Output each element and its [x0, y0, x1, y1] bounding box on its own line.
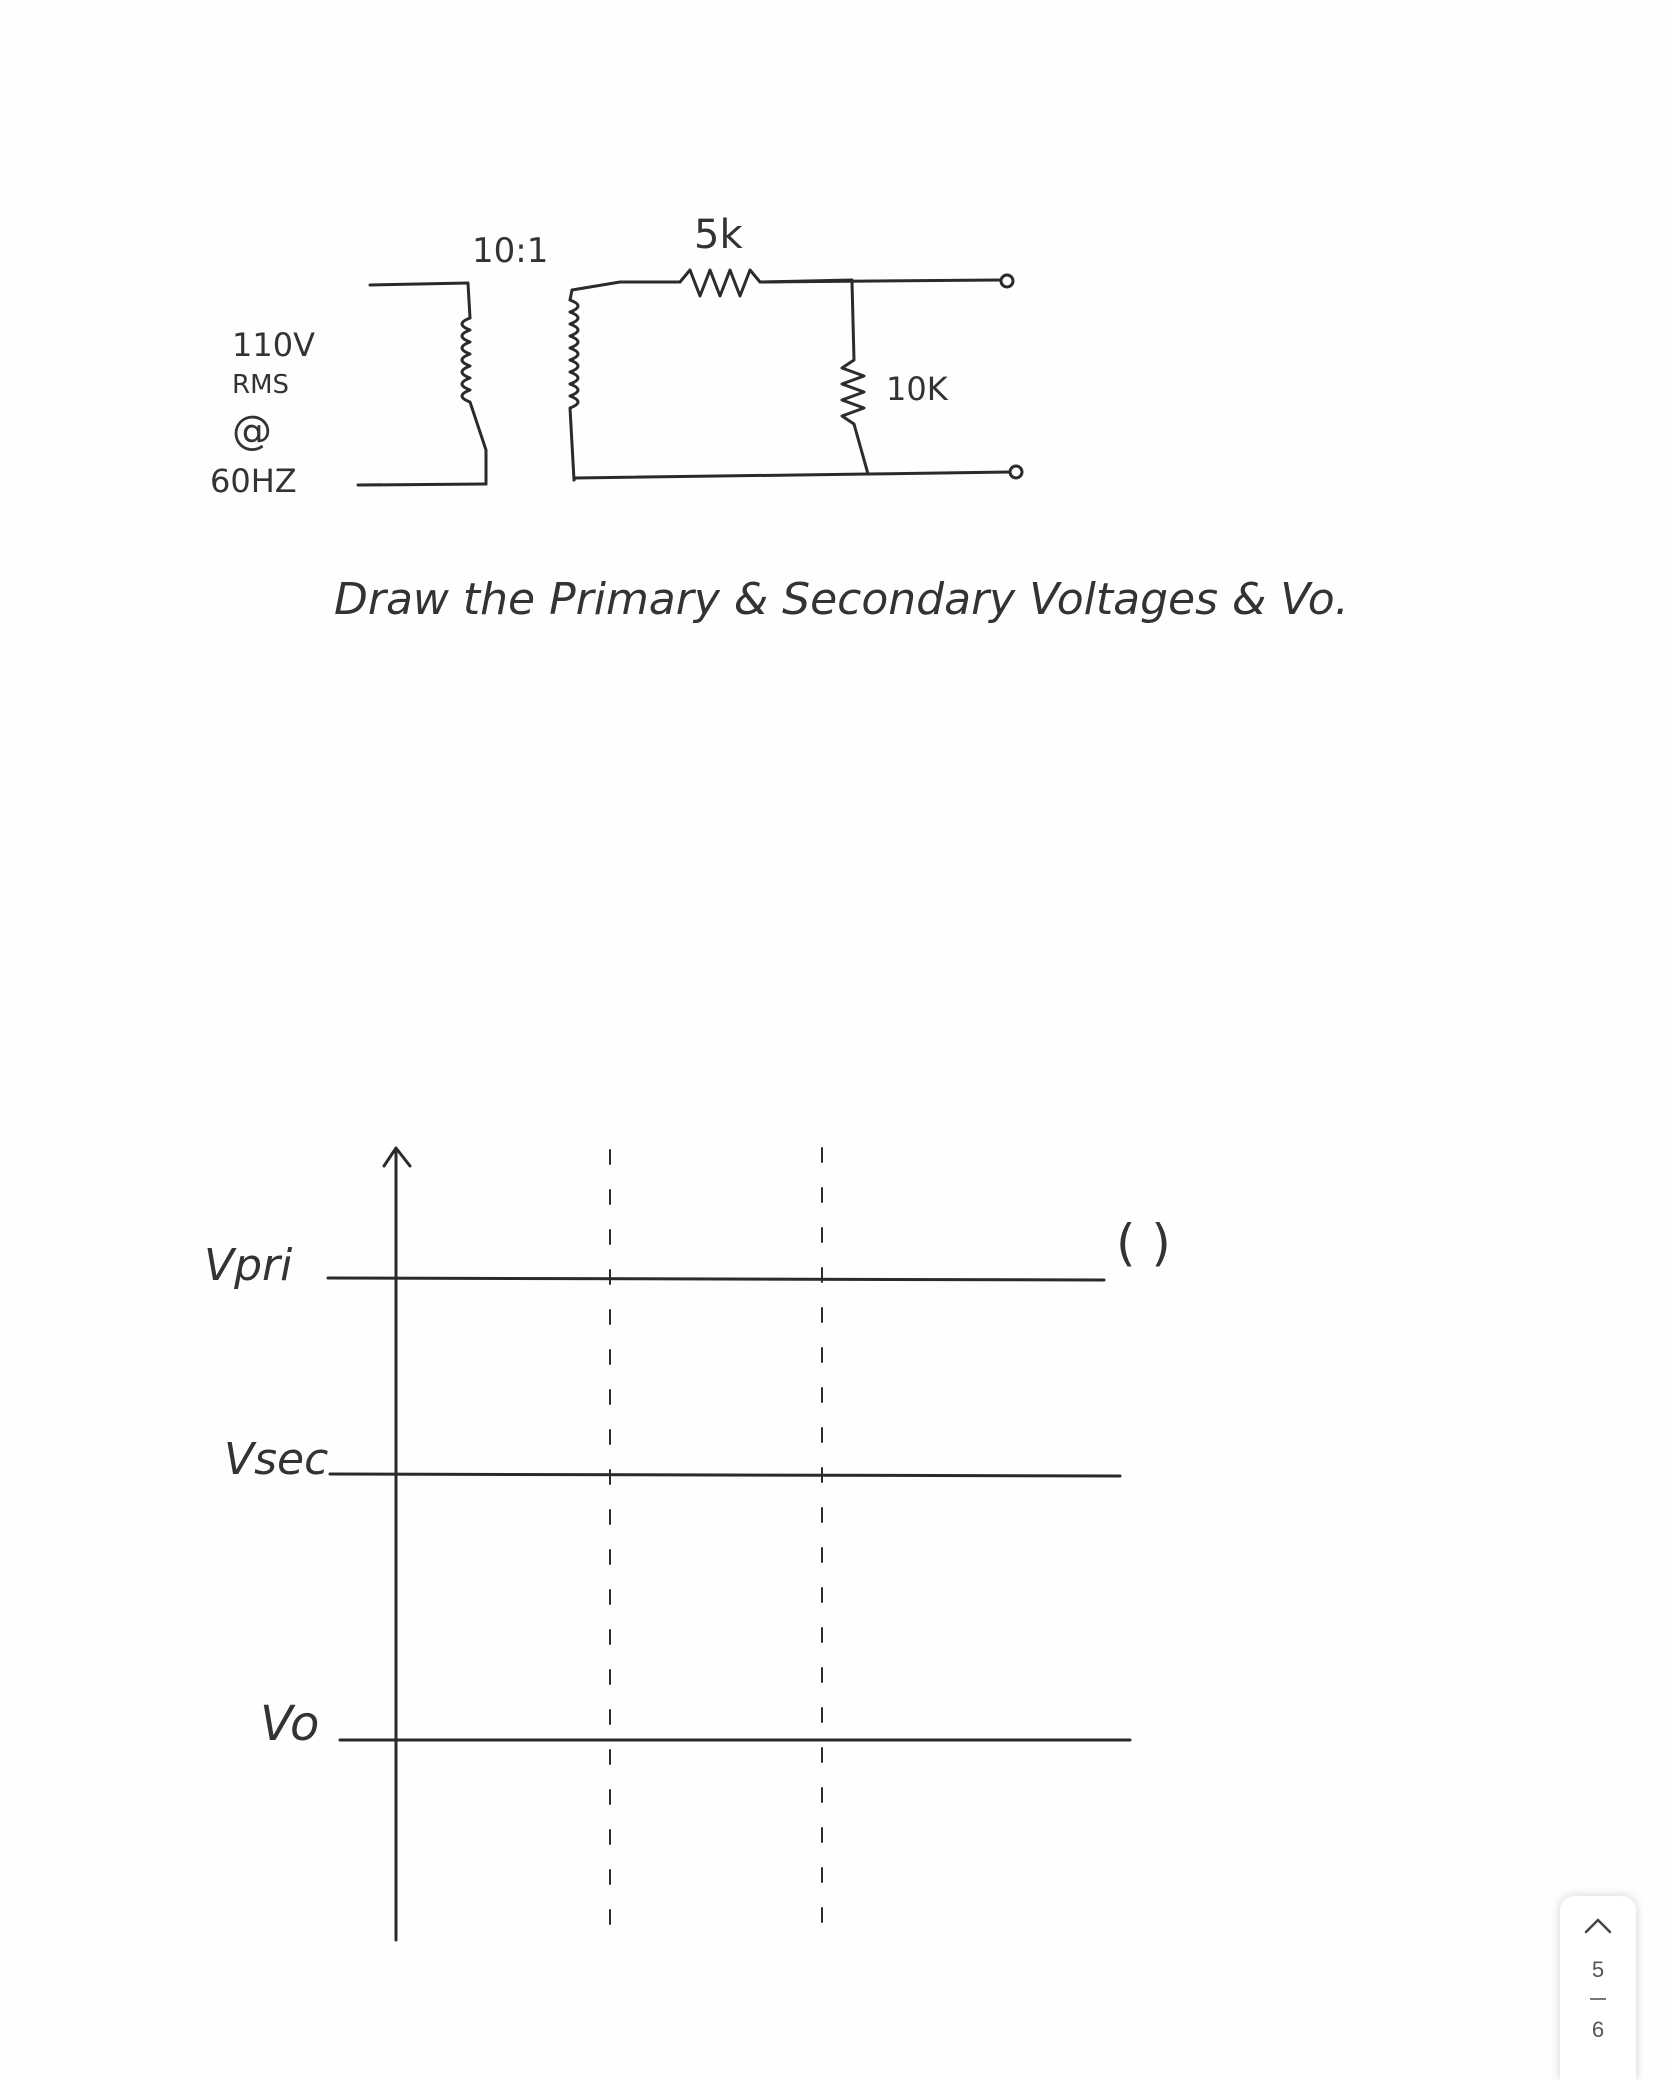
- vo-label: Vo: [260, 1696, 320, 1752]
- source-rms-label: RMS: [232, 370, 290, 400]
- timing-axes: [328, 1148, 1130, 1945]
- blank-parentheses: ( ): [1116, 1214, 1171, 1272]
- primary-top-wire: [370, 283, 470, 318]
- top-output-wire: [760, 280, 1000, 282]
- series-resistor-label: 5k: [694, 212, 743, 258]
- primary-coil: [462, 318, 486, 484]
- current-page-number: 5: [1591, 1957, 1605, 1982]
- bottom-return-wire: [574, 472, 1010, 480]
- previous-page-button[interactable]: [1560, 1896, 1636, 1956]
- vsec-label: Vsec: [224, 1434, 329, 1485]
- baseline-vsec: [330, 1474, 1120, 1476]
- secondary-coil: [570, 300, 578, 480]
- shunt-resistor: [842, 282, 868, 474]
- source-at-label: @: [232, 408, 272, 454]
- secondary-top-wire: [570, 282, 680, 300]
- bottom-output-terminal: [1010, 466, 1022, 478]
- total-page-count: 6: [1591, 2017, 1605, 2042]
- page-navigator: [1560, 1896, 1636, 2080]
- top-output-terminal: [1001, 275, 1013, 287]
- instruction-text: Draw the Primary & Secondary Voltages & Vo.: [334, 574, 1349, 625]
- vpri-label: Vpri: [204, 1240, 293, 1291]
- source-frequency-label: 60HZ: [210, 462, 297, 500]
- primary-bottom-wire: [358, 484, 486, 485]
- baseline-vpri: [328, 1278, 1104, 1280]
- shunt-resistor-label: 10K: [886, 370, 948, 408]
- chevron-up-icon: [1583, 1916, 1613, 1936]
- transformer-ratio-label: 10:1: [472, 231, 549, 271]
- source-voltage-label: 110V: [232, 326, 315, 364]
- page-divider: [1590, 1998, 1606, 2000]
